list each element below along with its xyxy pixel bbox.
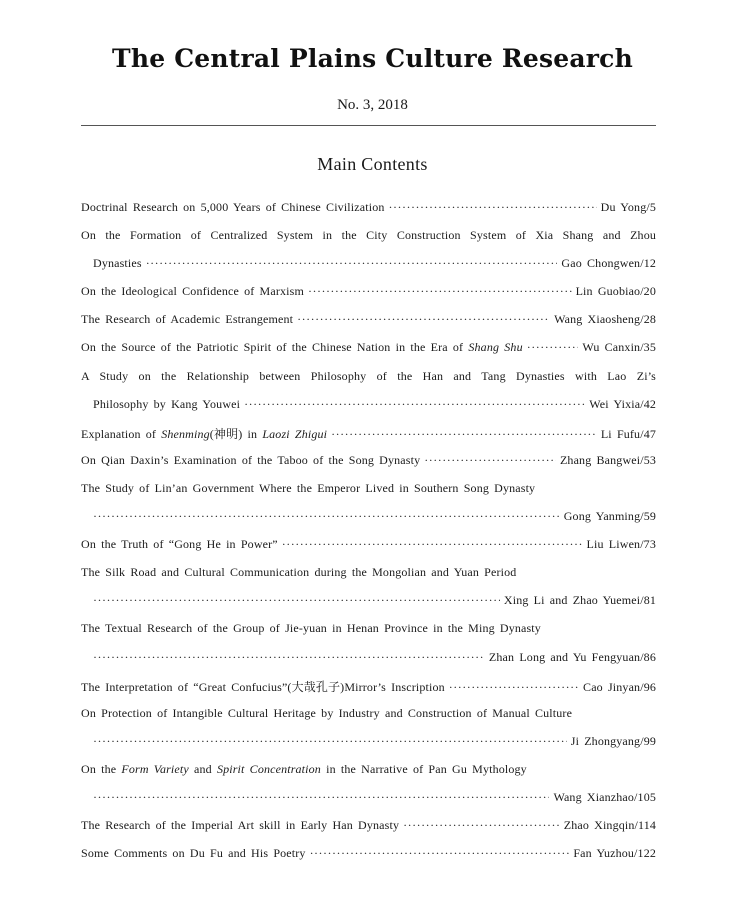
toc-entry[interactable] bbox=[81, 678, 656, 706]
toc-entry[interactable] bbox=[81, 340, 656, 368]
toc-entry[interactable] bbox=[81, 256, 656, 284]
dot-leader bbox=[403, 818, 560, 833]
entry-author-page: Lin Guobiao/20 bbox=[575, 284, 656, 299]
toc-entry[interactable] bbox=[81, 537, 656, 565]
entry-title-text: On the bbox=[81, 761, 117, 776]
dot-leader bbox=[424, 453, 556, 468]
toc-entry[interactable] bbox=[81, 425, 656, 453]
toc-entry[interactable] bbox=[81, 453, 656, 481]
toc-entry[interactable] bbox=[81, 846, 656, 874]
contents-heading: Main Contents bbox=[317, 154, 428, 174]
toc-entry[interactable] bbox=[81, 650, 656, 678]
dot-leader bbox=[282, 537, 583, 552]
entry-author-page: Ji Zhongyang/99 bbox=[570, 733, 656, 748]
entry-title-text: (神明) in bbox=[209, 426, 258, 441]
header-divider bbox=[81, 125, 656, 126]
table-of-contents bbox=[81, 200, 656, 874]
entry-title bbox=[81, 340, 523, 355]
toc-entry[interactable] bbox=[81, 284, 656, 312]
entry-author-page: Wu Canxin/35 bbox=[582, 340, 656, 355]
entry-title: The Research of the Imperial Art skill in Early Han Dynasty bbox=[81, 818, 400, 833]
entry-author-page: Xing Li and Zhao Yuemei/81 bbox=[503, 593, 656, 608]
entry-title-text: in the Narrative of Pan Gu Mythology bbox=[326, 761, 527, 776]
dot-leader bbox=[93, 509, 560, 524]
entry-author-page: Cao Jinyan/96 bbox=[583, 679, 656, 694]
entry-author-page: Zhan Long and Yu Fengyuan/86 bbox=[488, 649, 656, 664]
entry-author-page: Gao Chongwen/12 bbox=[561, 256, 656, 271]
entry-title-italic: Shang Shu bbox=[468, 340, 523, 355]
toc-entry-title-line[interactable] bbox=[81, 565, 656, 593]
journal-title: The Central Plains Culture Research bbox=[112, 44, 633, 73]
entry-title-italic: Shenming bbox=[161, 426, 210, 441]
dot-leader bbox=[297, 312, 550, 327]
entry-author-page: Li Fufu/47 bbox=[600, 426, 656, 441]
toc-entry[interactable] bbox=[81, 734, 656, 762]
entry-author-page: Liu Liwen/73 bbox=[586, 537, 656, 552]
toc-entry[interactable] bbox=[81, 312, 656, 340]
entry-author-page: Du Yong/5 bbox=[600, 200, 656, 214]
issue-number: No. 3, 2018 bbox=[337, 97, 408, 113]
dot-leader bbox=[93, 593, 500, 608]
entry-title: On Qian Daxin’s Examination of the Taboo of the Song Dynasty bbox=[81, 452, 421, 467]
entry-title: The Research of Academic Estrangement bbox=[81, 312, 294, 327]
entry-title: On the Truth of “Gong He in Power” bbox=[81, 537, 278, 552]
dot-leader bbox=[308, 284, 572, 299]
dot-leader bbox=[93, 734, 567, 749]
entry-title: The Textual Research of the Group of Jie-yuan in Henan Province in the Ming Dynasty bbox=[81, 621, 541, 636]
entry-title: Doctrinal Research on 5,000 Years of Chinese Civilization bbox=[81, 200, 385, 214]
dot-leader bbox=[449, 680, 579, 695]
entry-author-page: Wang Xiaosheng/28 bbox=[554, 312, 656, 327]
dot-leader bbox=[244, 397, 585, 412]
dot-leader bbox=[93, 790, 549, 805]
entry-title-italic: Spirit Concentration bbox=[216, 761, 321, 776]
entry-title: A Study on the Relationship between Philosophy of the Han and Tang Dynasties with Lao Zi’s bbox=[81, 368, 656, 383]
toc-entry[interactable] bbox=[81, 790, 656, 818]
dot-leader bbox=[93, 650, 485, 665]
entry-title bbox=[81, 762, 527, 777]
entry-author-page: Gong Yanming/59 bbox=[563, 509, 656, 524]
toc-entry-title-line[interactable] bbox=[81, 369, 656, 397]
toc-entry-title-line[interactable] bbox=[81, 621, 656, 649]
entry-title-continued: Philosophy by Kang Youwei bbox=[93, 396, 241, 411]
toc-entry[interactable] bbox=[81, 509, 656, 537]
entry-title: On Protection of Intangible Cultural Heritage by Industry and Construction of Manual Culture bbox=[81, 705, 573, 720]
dot-leader bbox=[146, 256, 558, 271]
toc-entry[interactable] bbox=[81, 818, 656, 846]
toc-entry-title-line[interactable] bbox=[81, 481, 656, 509]
dot-leader bbox=[310, 846, 570, 861]
toc-entry-title-line[interactable] bbox=[81, 706, 656, 734]
entry-title: The Study of Lin’an Government Where the Emperor Lived in Southern Song Dynasty bbox=[81, 480, 536, 495]
entry-title: The Silk Road and Cultural Communication during the Mongolian and Yuan Period bbox=[81, 565, 517, 580]
entry-author-page: Fan Yuzhou/122 bbox=[573, 846, 656, 861]
entry-title-text: and bbox=[194, 761, 212, 776]
entry-title: On the Formation of Centralized System in the City Construction System of Xia Shang and Zhou bbox=[81, 228, 656, 243]
dot-leader bbox=[331, 427, 597, 442]
entry-title-italic: Laozi Zhigui bbox=[262, 426, 328, 441]
entry-author-page: Wei Yixia/42 bbox=[589, 396, 656, 411]
entry-author-page: Zhang Bangwei/53 bbox=[559, 452, 656, 467]
entry-title: The Interpretation of “Great Confucius”(大哉孔子)Mirror’s Inscription bbox=[81, 679, 445, 694]
toc-entry[interactable] bbox=[81, 593, 656, 621]
entry-author-page: Wang Xianzhao/105 bbox=[553, 789, 656, 804]
entry-title-text: On the Source of the Patriotic Spirit of the Chinese Nation in the Era of bbox=[81, 340, 464, 355]
dot-leader bbox=[527, 340, 579, 355]
toc-entry[interactable] bbox=[81, 200, 656, 228]
entry-title-text: Explanation of bbox=[81, 426, 157, 441]
entry-title: On the Ideological Confidence of Marxism bbox=[81, 284, 304, 299]
entry-author-page: Zhao Xingqin/114 bbox=[563, 818, 656, 833]
entry-title bbox=[81, 425, 327, 442]
entry-title: Some Comments on Du Fu and His Poetry bbox=[81, 846, 306, 861]
toc-entry-title-line[interactable] bbox=[81, 762, 656, 790]
entry-title-italic: Form Variety bbox=[121, 761, 189, 776]
toc-entry[interactable] bbox=[81, 397, 656, 425]
entry-title-continued: Dynasties bbox=[93, 256, 142, 271]
toc-entry-title-line[interactable] bbox=[81, 228, 656, 256]
dot-leader bbox=[389, 200, 597, 215]
